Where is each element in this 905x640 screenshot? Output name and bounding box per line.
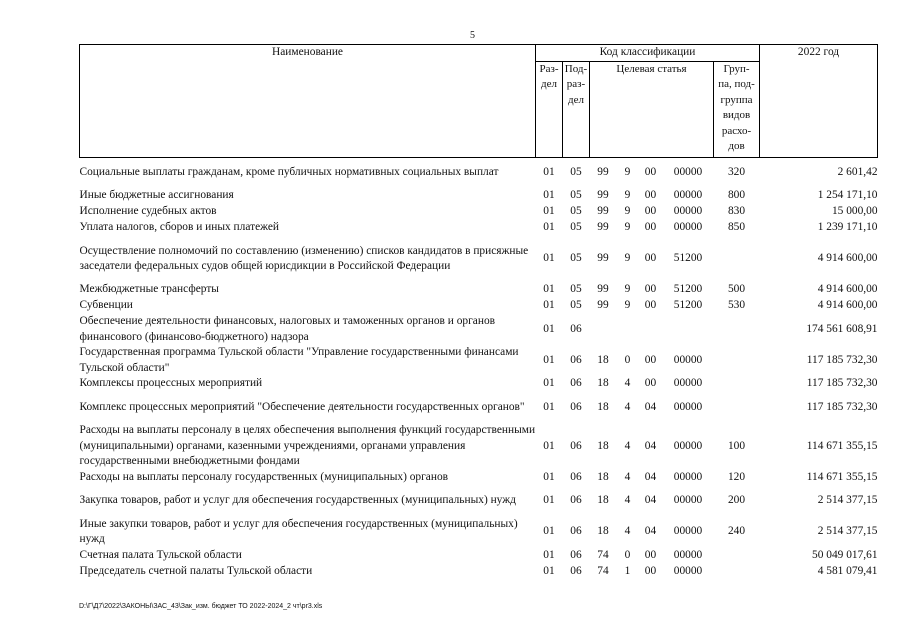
cell-t3: 00 xyxy=(644,166,657,178)
cell-grp: 830 xyxy=(727,205,746,218)
cell-pr: 05 xyxy=(570,221,582,234)
cell-r: 01 xyxy=(543,470,555,483)
cell-t2: 9 xyxy=(624,221,631,234)
cell-t1: 99 xyxy=(597,205,609,218)
cell-t2: 0 xyxy=(624,548,631,561)
cell-pr: 05 xyxy=(570,166,582,178)
table-row xyxy=(80,470,878,486)
cell-t3: 00 xyxy=(644,353,657,366)
cell-name: Расходы на выплаты персоналу в целях обеспечения выполнения функций государственными (муниципальными) органами, казенными учреждениями, органами управления государственными внебюджетными фондами xyxy=(79,424,536,467)
header-group: Груп- па, под- группа видов расхо- дов xyxy=(714,61,760,157)
cell-r: 01 xyxy=(543,322,555,335)
cell-t2: 4 xyxy=(624,400,631,413)
cell-r: 01 xyxy=(543,283,555,296)
cell-t4: 00000 xyxy=(673,353,703,366)
cell-t4: 51200 xyxy=(673,252,703,265)
table-row xyxy=(80,314,878,345)
cell-name: Комплексы процессных мероприятий xyxy=(79,377,263,390)
cell-r: 01 xyxy=(543,221,555,234)
cell-t3: 04 xyxy=(644,470,657,483)
page-number: 5 xyxy=(470,30,475,41)
cell-t3: 04 xyxy=(644,525,657,538)
cell-t3 xyxy=(639,314,663,345)
cell-grp: 800 xyxy=(727,189,746,202)
cell-name: Государственная программа Тульской области "Управление государственными финансами Тульской области" xyxy=(79,346,519,374)
cell-pr: 06 xyxy=(570,439,582,452)
cell-t3: 04 xyxy=(644,400,657,413)
header-code-group: Код классификации xyxy=(536,45,760,62)
table-row xyxy=(80,517,878,548)
cell-t2: 0 xyxy=(624,353,631,366)
cell-grp: 200 xyxy=(727,494,746,507)
cell-grp xyxy=(714,392,760,423)
cell-r: 01 xyxy=(543,439,555,452)
budget-table xyxy=(79,44,878,580)
cell-t2: 9 xyxy=(624,299,631,312)
cell-amount: 4 914 600,00 xyxy=(817,299,878,312)
cell-amount: 4 914 600,00 xyxy=(817,283,878,296)
cell-r: 01 xyxy=(543,353,555,366)
cell-t4: 00000 xyxy=(673,470,703,483)
cell-t1: 99 xyxy=(597,189,609,202)
table-row xyxy=(80,282,878,298)
cell-pr: 06 xyxy=(570,548,582,561)
cell-pr: 06 xyxy=(570,525,582,538)
cell-t4: 00000 xyxy=(673,205,703,218)
cell-t1: 18 xyxy=(597,525,609,538)
cell-t3: 00 xyxy=(644,377,657,390)
cell-r: 01 xyxy=(543,166,555,178)
cell-amount: 117 185 732,30 xyxy=(806,400,878,413)
header-year: 2022 год xyxy=(760,45,878,158)
cell-name: Закупка товаров, работ и услуг для обеспечения государственных (муниципальных) нужд xyxy=(79,494,516,507)
header-name: Наименование xyxy=(80,45,536,158)
cell-t2: 9 xyxy=(624,283,631,296)
cell-r: 01 xyxy=(543,564,555,577)
cell-t2: 9 xyxy=(624,205,631,218)
cell-t2 xyxy=(617,314,639,345)
cell-t1: 99 xyxy=(597,166,609,178)
cell-t1: 99 xyxy=(597,252,609,265)
cell-pr: 06 xyxy=(570,322,582,335)
cell-grp: 530 xyxy=(727,299,746,312)
cell-name: Исполнение судебных актов xyxy=(79,205,217,218)
cell-name: Комплекс процессных мероприятий "Обеспечение деятельности государственных органов" xyxy=(79,400,525,413)
cell-r: 01 xyxy=(543,299,555,312)
cell-amount: 117 185 732,30 xyxy=(806,353,878,366)
cell-amount: 4 914 600,00 xyxy=(817,252,878,265)
cell-grp: 240 xyxy=(727,525,746,538)
cell-amount: 174 561 608,91 xyxy=(806,322,878,335)
cell-name: Расходы на выплаты персоналу государственных (муниципальных) органов xyxy=(79,470,449,483)
cell-t1: 18 xyxy=(597,439,609,452)
table-row xyxy=(80,423,878,470)
cell-amount: 1 239 171,10 xyxy=(817,221,878,234)
cell-r: 01 xyxy=(543,189,555,202)
cell-t1: 18 xyxy=(597,400,609,413)
cell-pr: 06 xyxy=(570,400,582,413)
cell-name: Субвенции xyxy=(79,299,133,312)
cell-amount: 114 671 355,15 xyxy=(806,470,878,483)
cell-t3: 00 xyxy=(644,299,657,312)
cell-t4: 00000 xyxy=(673,439,703,452)
cell-grp xyxy=(714,564,760,580)
cell-grp xyxy=(714,314,760,345)
cell-t3: 00 xyxy=(644,548,657,561)
cell-amount: 2 514 377,15 xyxy=(817,525,878,538)
cell-r: 01 xyxy=(543,252,555,265)
cell-grp: 120 xyxy=(727,470,746,483)
cell-t4: 00000 xyxy=(673,221,703,234)
cell-t1: 99 xyxy=(597,283,609,296)
cell-name: Межбюджетные трансферты xyxy=(79,283,219,296)
cell-t1: 74 xyxy=(597,548,609,561)
cell-t4: 51200 xyxy=(673,299,703,312)
cell-t1: 74 xyxy=(597,564,609,577)
cell-t3: 04 xyxy=(644,439,657,452)
cell-t4: 00000 xyxy=(673,189,703,202)
table-row xyxy=(80,157,878,188)
cell-t3: 00 xyxy=(644,283,657,296)
cell-pr: 05 xyxy=(570,283,582,296)
cell-t1: 18 xyxy=(597,377,609,390)
cell-grp: 100 xyxy=(727,439,746,452)
cell-amount: 1 254 171,10 xyxy=(817,189,878,202)
cell-grp xyxy=(714,345,760,376)
cell-t2: 4 xyxy=(624,377,631,390)
cell-t3: 04 xyxy=(644,494,657,507)
cell-t3: 00 xyxy=(644,205,657,218)
cell-pr: 05 xyxy=(570,252,582,265)
cell-t1: 18 xyxy=(597,494,609,507)
table-row xyxy=(80,236,878,282)
cell-amount: 15 000,00 xyxy=(831,205,878,218)
table-row xyxy=(80,298,878,314)
cell-t4: 51200 xyxy=(673,283,703,296)
cell-name: Обеспечение деятельности финансовых, налоговых и таможенных органов и органов финансового (финансово-бюджетного) надзора xyxy=(79,315,496,343)
cell-name: Осуществление полномочий по составлению (изменению) списков кандидатов в присяжные заседатели федеральных судов общей юрисдикции в Российской Федерации xyxy=(79,244,529,272)
cell-t3: 00 xyxy=(644,564,657,577)
cell-pr: 06 xyxy=(570,564,582,577)
cell-amount: 2 514 377,15 xyxy=(817,494,878,507)
cell-t4 xyxy=(663,314,714,345)
cell-name: Иные бюджетные ассигнования xyxy=(79,189,234,202)
cell-t4: 00000 xyxy=(673,564,703,577)
table-row xyxy=(80,486,878,517)
cell-r: 01 xyxy=(543,494,555,507)
cell-t4: 00000 xyxy=(673,400,703,413)
cell-amount: 50 049 017,61 xyxy=(812,548,878,561)
cell-t2: 4 xyxy=(624,525,631,538)
cell-t1: 18 xyxy=(597,353,609,366)
cell-r: 01 xyxy=(543,205,555,218)
cell-pr: 05 xyxy=(570,189,582,202)
cell-grp xyxy=(714,236,760,282)
cell-amount: 2 601,42 xyxy=(837,166,878,178)
cell-t3: 00 xyxy=(644,189,657,202)
cell-r: 01 xyxy=(543,548,555,561)
cell-t3: 00 xyxy=(644,221,657,234)
cell-name: Уплата налогов, сборов и иных платежей xyxy=(79,221,279,234)
cell-t3: 00 xyxy=(644,252,657,265)
cell-amount: 117 185 732,30 xyxy=(806,377,878,390)
cell-t2: 9 xyxy=(624,166,631,178)
cell-t2: 1 xyxy=(624,564,631,577)
cell-pr: 06 xyxy=(570,470,582,483)
cell-grp xyxy=(714,548,760,564)
cell-grp xyxy=(714,376,760,392)
table-row xyxy=(80,220,878,236)
cell-name: Социальные выплаты гражданам, кроме публичных нормативных социальных выплат xyxy=(79,166,499,178)
cell-t1 xyxy=(590,314,617,345)
cell-t4: 00000 xyxy=(673,377,703,390)
cell-amount: 4 581 079,41 xyxy=(817,564,878,577)
table-row xyxy=(80,376,878,392)
cell-t2: 4 xyxy=(624,494,631,507)
cell-amount: 114 671 355,15 xyxy=(806,439,878,452)
cell-t4: 00000 xyxy=(673,166,703,178)
cell-t4: 00000 xyxy=(673,494,703,507)
cell-t1: 18 xyxy=(597,470,609,483)
table-row xyxy=(80,564,878,580)
table-row xyxy=(80,345,878,376)
table-row xyxy=(80,548,878,564)
cell-name: Счетная палата Тульской области xyxy=(79,548,242,561)
cell-t2: 4 xyxy=(624,439,631,452)
cell-name: Иные закупки товаров, работ и услуг для обеспечения государственных (муниципальных) нужд xyxy=(79,517,518,545)
cell-t1: 99 xyxy=(597,299,609,312)
cell-grp: 320 xyxy=(727,166,746,178)
cell-pr: 06 xyxy=(570,494,582,507)
cell-grp: 500 xyxy=(727,283,746,296)
cell-pr: 05 xyxy=(570,299,582,312)
table-row xyxy=(80,392,878,423)
cell-pr: 06 xyxy=(570,377,582,390)
cell-pr: 06 xyxy=(570,353,582,366)
table-row xyxy=(80,204,878,220)
cell-t2: 9 xyxy=(624,252,631,265)
cell-r: 01 xyxy=(543,400,555,413)
cell-t1: 99 xyxy=(597,221,609,234)
cell-r: 01 xyxy=(543,377,555,390)
file-path-footer: D:\Г\Д7\2022\ЗАКОНЫ\ЗАС_43\Зак_изм. бюджет ТО 2022-2024_2 чт\pr3.xls xyxy=(79,603,323,610)
cell-t2: 4 xyxy=(624,470,631,483)
header-target: Целевая статья xyxy=(590,61,714,157)
table-row xyxy=(80,188,878,204)
cell-pr: 05 xyxy=(570,205,582,218)
header-razdel: Раз- дел xyxy=(536,61,563,157)
cell-name: Председатель счетной палаты Тульской области xyxy=(79,564,313,577)
cell-grp: 850 xyxy=(727,221,746,234)
cell-t2: 9 xyxy=(624,189,631,202)
cell-r: 01 xyxy=(543,525,555,538)
cell-t4: 00000 xyxy=(673,548,703,561)
header-podrazdel: Под- раз- дел xyxy=(563,61,590,157)
cell-t4: 00000 xyxy=(673,525,703,538)
